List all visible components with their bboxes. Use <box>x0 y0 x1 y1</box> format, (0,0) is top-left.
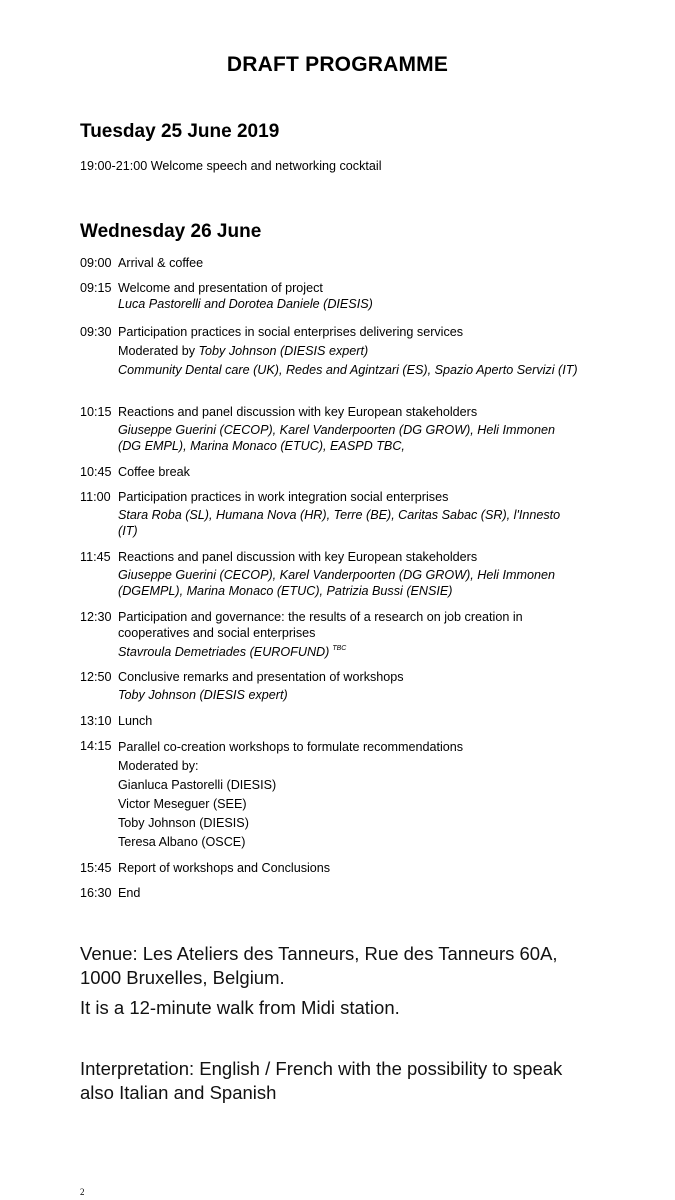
schedule-item <box>80 255 580 271</box>
moderator-name: Gianluca Pastorelli (DIESIS) <box>118 778 277 792</box>
item-title: Welcome speech and networking cocktail <box>150 159 382 173</box>
item-title: Lunch <box>118 714 153 728</box>
item-speakers: Stara Roba (SL), Humana Nova (HR), Terre (BE), Caritas Sabac (SR), l'Innesto (IT) <box>118 508 561 538</box>
item-title: Participation practices in social enterprises delivering services <box>118 325 464 339</box>
item-time: 09:30 <box>80 325 112 339</box>
schedule-item <box>80 885 580 901</box>
item-title: Arrival & coffee <box>118 256 204 270</box>
item-title: Coffee break <box>118 465 190 479</box>
item-title: Reactions and panel discussion with key European stakeholders <box>118 405 478 419</box>
venue-address: , Rue des Tanneurs 60A, 1000 Bruxelles, Belgium. <box>80 943 558 988</box>
item-time: 19:00-21:00 <box>80 159 148 173</box>
schedule-item <box>80 324 580 378</box>
item-speakers: Luca Pastorelli and Dorotea Daniele (DIESIS) <box>118 297 373 311</box>
item-title: Parallel co-creation workshops to formulate recommendations <box>118 740 464 754</box>
schedule-item <box>80 549 580 599</box>
item-time: 15:45 <box>80 861 112 875</box>
interpretation-info: Interpretation: English / French with the possibility to speak also Italian and Spanish <box>80 1058 563 1103</box>
schedule-item <box>80 464 580 480</box>
page-title: DRAFT PROGRAMME <box>226 53 449 76</box>
day2-heading: Wednesday 26 June <box>80 221 262 242</box>
day1-heading: Tuesday 25 June 2019 <box>80 121 280 142</box>
speaker-name: Stavroula Demetriades (EUROFUND) <box>118 645 330 659</box>
item-time: 16:30 <box>80 886 112 900</box>
item-speakers: Giuseppe Guerini (CECOP), Karel Vanderpoorten (DG GROW), Heli Immonen (DG EMPL), Marina Monaco (ETUC), EASPD TBC, <box>118 423 555 453</box>
item-time: 09:00 <box>80 256 112 270</box>
moderator-name: Teresa Albano (OSCE) <box>118 835 246 849</box>
item-title: End <box>118 886 141 900</box>
item-time: 13:10 <box>80 714 112 728</box>
schedule-item <box>80 404 580 454</box>
item-time: 10:15 <box>80 405 112 419</box>
schedule-item <box>80 280 580 312</box>
item-time: 12:30 <box>80 610 112 624</box>
item-time: 11:45 <box>80 550 111 564</box>
item-time: 10:45 <box>80 465 112 479</box>
moderator-prefix: Moderated by <box>118 344 199 358</box>
schedule-item <box>80 713 580 729</box>
item-speakers: Giuseppe Guerini (CECOP), Karel Vanderpoorten (DG GROW), Heli Immonen (DGEMPL), Marina Monaco (ETUC), Patrizia Bussi (ENSIE) <box>118 568 555 598</box>
schedule-item <box>80 609 580 660</box>
moderator-name: Toby Johnson (DIESIS expert) <box>198 344 369 358</box>
schedule-item <box>80 860 580 876</box>
item-title: Report of workshops and Conclusions <box>118 861 331 875</box>
item-title: Conclusive remarks and presentation of workshops <box>118 670 404 684</box>
item-title: Participation and governance: the results of a research on job creation in cooperatives and social enterprises <box>118 610 523 640</box>
item-time: 14:15 <box>80 739 112 753</box>
item-time: 11:00 <box>80 490 111 504</box>
item-speakers: Toby Johnson (DIESIS expert) <box>118 688 288 702</box>
item-title: Participation practices in work integration social enterprises <box>118 490 449 504</box>
item-time: 09:15 <box>80 281 112 295</box>
schedule-item <box>80 158 580 174</box>
item-title: Reactions and panel discussion with key European stakeholders <box>118 550 478 564</box>
moderator-name: Victor Meseguer (SEE) <box>118 797 247 811</box>
schedule-item <box>80 669 580 703</box>
item-speakers <box>118 641 580 660</box>
item-speakers: Community Dental care (UK), Redes and Agintzari (ES), Spazio Aperto Servizi (IT) <box>118 363 578 377</box>
venue-info <box>80 942 600 990</box>
schedule-item <box>80 489 580 539</box>
venue-label: Venue: Les Ateliers des Tanneurs <box>80 943 355 964</box>
moderator-name: Toby Johnson (DIESIS) <box>118 816 249 830</box>
item-time: 12:50 <box>80 670 112 684</box>
item-title: Welcome and presentation of project <box>118 281 323 295</box>
page-number: 2 <box>80 1187 85 1197</box>
item-moderator <box>118 343 580 359</box>
tbc-superscript: TBC <box>332 645 347 652</box>
schedule-item <box>80 738 580 852</box>
moderated-label: Moderated by: <box>118 759 199 773</box>
venue-walk: It is a 12-minute walk from Midi station. <box>80 997 400 1018</box>
